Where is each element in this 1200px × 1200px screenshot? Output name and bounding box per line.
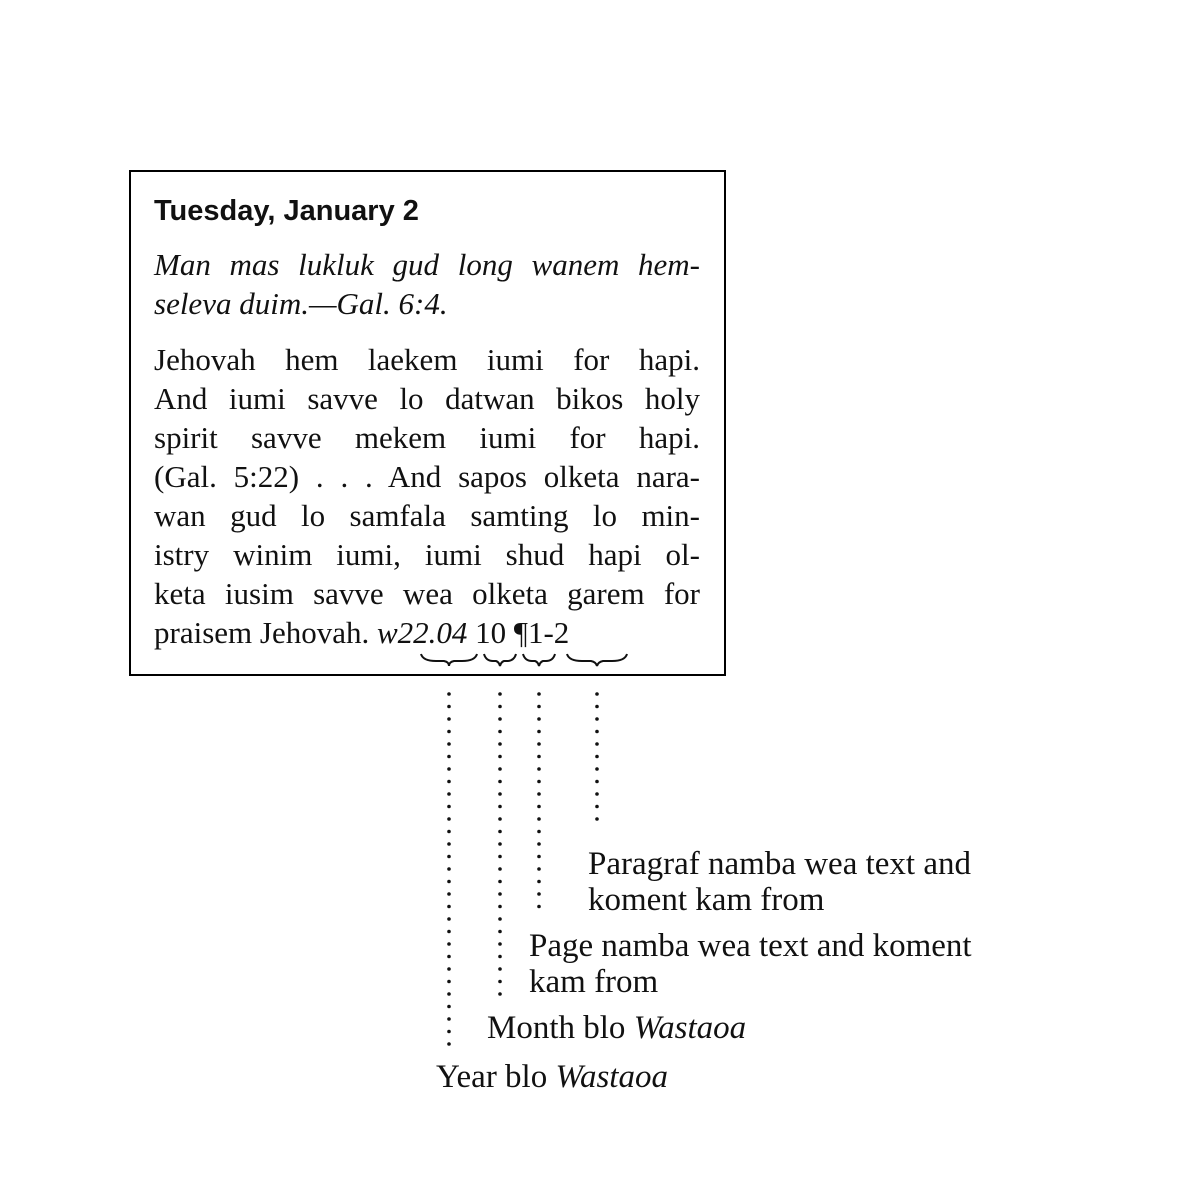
page-callout-line-1: Page namba wea text and koment — [529, 928, 972, 964]
month-callout — [487, 1010, 746, 1046]
comment-line-8: praisem Jehovah. — [154, 615, 370, 650]
month-callout-publication: Wastaoa — [633, 1010, 747, 1046]
date-heading: Tuesday, January 2 — [154, 195, 419, 227]
comment-line-4: (Gal. 5:22) . . . And sapos olketa nara- — [154, 459, 700, 494]
comment-line-1: Jehovah hem laekem iumi for hapi. — [154, 342, 700, 377]
year-brace — [421, 654, 477, 666]
month-brace — [484, 654, 516, 666]
comment-line-2: And iumi savve lo datwan bikos holy — [154, 381, 700, 416]
ref-year: w22 — [376, 615, 429, 650]
year-callout-text: Year blo — [436, 1059, 548, 1095]
comment-line-7: keta iusim savve wea olketa garem for — [154, 576, 700, 611]
ref-month: 04 — [436, 615, 468, 650]
comment-line-5: wan gud lo samfala samting lo min- — [154, 498, 700, 533]
comment-line-6: istry winim iumi, iumi shud hapi ol- — [154, 537, 700, 572]
ref-paragraphs: ¶1-2 — [513, 615, 570, 650]
page-callout-line-2: kam from — [529, 964, 659, 1000]
scripture-line-1: Man mas lukluk gud long wanem hem- — [154, 247, 700, 282]
ref-dot: . — [428, 615, 437, 650]
comment-line-3: spirit savve mekem iumi for hapi. — [154, 420, 700, 455]
paragraph-callout-line-2: koment kam from — [588, 882, 825, 918]
paragraph-brace — [567, 654, 627, 666]
month-callout-text: Month blo — [487, 1010, 626, 1046]
year-callout-publication: Wastaoa — [555, 1059, 668, 1095]
ref-page: 10 — [475, 615, 507, 650]
page-brace — [523, 654, 555, 666]
scripture-line-2: seleva duim.—Gal. 6:4. — [154, 286, 448, 321]
year-callout — [436, 1059, 668, 1095]
paragraph-callout-line-1: Paragraf namba wea text and — [588, 846, 971, 882]
